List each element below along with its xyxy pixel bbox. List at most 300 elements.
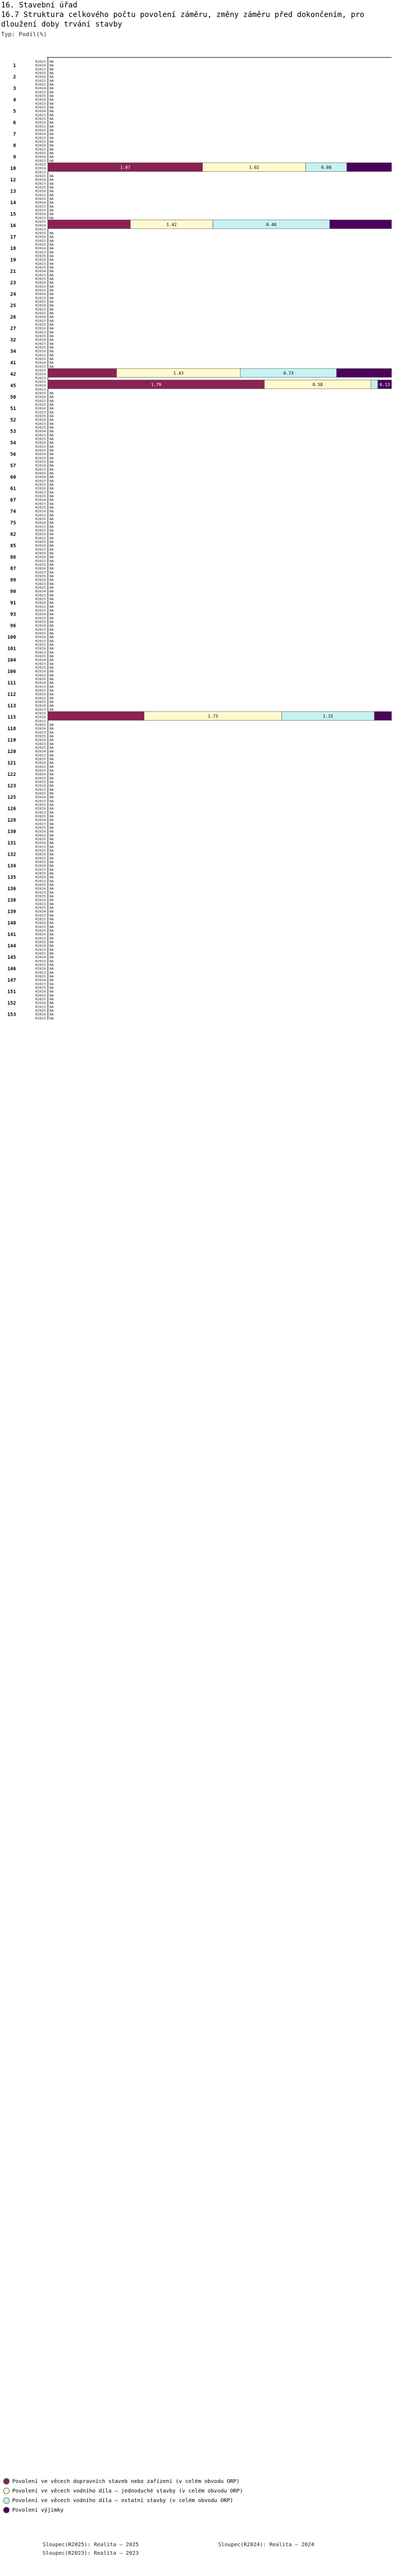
na-label: NA: [49, 150, 54, 155]
na-label: NA: [49, 82, 54, 87]
group-label: 3: [13, 86, 16, 91]
row-label: R2025: [35, 311, 46, 315]
na-label: NA: [49, 597, 54, 601]
row-label: R2024: [35, 543, 46, 548]
na-label: NA: [49, 456, 54, 461]
row-label: R2024: [35, 932, 46, 937]
row-label: R2024: [35, 760, 46, 765]
row-label: R2025: [35, 562, 46, 567]
row-label: R2024: [35, 646, 46, 651]
na-label: NA: [49, 924, 54, 929]
row-label: R2024: [35, 86, 46, 91]
group-label: 126: [7, 806, 16, 812]
row-label: R2024: [35, 829, 46, 834]
na-label: NA: [49, 97, 54, 102]
group-label: 10: [10, 166, 16, 172]
row-label: R2025: [35, 802, 46, 807]
row-label: R2025: [35, 837, 46, 841]
na-label: NA: [49, 536, 54, 540]
group-label: 134: [7, 863, 16, 869]
row-label: R2023: [35, 353, 46, 357]
row-label: R2025: [35, 414, 46, 419]
na-label: NA: [49, 669, 54, 674]
na-label: NA: [49, 200, 54, 205]
na-label: NA: [49, 398, 54, 403]
na-label: NA: [49, 970, 54, 975]
row-label: R2023: [35, 879, 46, 883]
row-label: R2024: [35, 120, 46, 125]
na-label: NA: [49, 482, 54, 487]
row-label: R2025: [35, 882, 46, 887]
legend-label: Povolení výjimky: [12, 2507, 64, 2513]
group-label: 104: [7, 657, 16, 663]
row-label: R2024: [35, 74, 46, 79]
na-label: NA: [49, 193, 54, 197]
na-label: NA: [49, 799, 54, 804]
na-label: NA: [49, 235, 54, 239]
na-label: NA: [49, 543, 54, 548]
row-label: R2023: [35, 947, 46, 952]
row-label: R2024: [35, 200, 46, 205]
na-label: NA: [49, 505, 54, 510]
bar-value-label: 0.08: [321, 165, 331, 170]
row-label: R2023: [35, 158, 46, 163]
row-label: R2023: [35, 319, 46, 323]
row-label: R2023: [35, 844, 46, 849]
row-label: R2023: [35, 913, 46, 918]
na-label: NA: [49, 947, 54, 952]
group-label: 26: [10, 314, 16, 320]
na-label: NA: [49, 825, 54, 830]
bar-segment: [48, 712, 144, 721]
na-label: NA: [49, 921, 54, 925]
bar-value-label: 1.02: [248, 165, 260, 170]
row-label: R2023: [35, 147, 46, 152]
na-label: NA: [49, 71, 54, 76]
row-label: R2024: [35, 783, 46, 788]
row-label: R2025: [35, 848, 46, 853]
group-label: 151: [7, 989, 16, 995]
na-label: NA: [49, 490, 54, 495]
na-label: NA: [49, 764, 54, 769]
row-label: R2023: [35, 799, 46, 804]
row-label: R2023: [35, 261, 46, 266]
na-label: NA: [49, 570, 54, 575]
na-label: NA: [49, 806, 54, 811]
na-label: NA: [49, 105, 54, 110]
row-label: R2024: [35, 898, 46, 902]
row-label: R2024: [35, 806, 46, 811]
na-label: NA: [49, 848, 54, 853]
group-label: 93: [10, 612, 16, 617]
row-label: R2025: [35, 471, 46, 475]
row-label: R2023: [35, 993, 46, 998]
na-label: NA: [49, 353, 54, 357]
row-label: R2025: [35, 688, 46, 693]
row-label: R2025: [35, 254, 46, 258]
row-label: R2024: [35, 257, 46, 262]
na-label: NA: [49, 319, 54, 323]
row-label: R2025: [35, 345, 46, 350]
group-label: 132: [7, 852, 16, 858]
row-label: R2024: [35, 955, 46, 960]
na-label: NA: [49, 726, 54, 731]
row-label: R2024: [35, 109, 46, 114]
na-label: NA: [49, 433, 54, 438]
row-label: R2023: [35, 753, 46, 758]
footer-note-r2025: Sloupec(R2025): Realita – 2025: [43, 2542, 139, 2548]
na-label: NA: [49, 333, 54, 338]
row-label: R2024: [35, 246, 46, 251]
group-label: 23: [10, 280, 16, 286]
na-label: NA: [49, 985, 54, 990]
group-label: 101: [7, 646, 16, 652]
na-label: NA: [49, 566, 54, 571]
na-label: NA: [49, 173, 54, 178]
row-label: R2023: [35, 467, 46, 472]
row-label: R2024: [35, 521, 46, 525]
group-label: 136: [7, 886, 16, 892]
group-label: 139: [7, 909, 16, 915]
na-label: NA: [49, 524, 54, 529]
group-label: 32: [10, 337, 16, 343]
row-label: R2025: [35, 940, 46, 944]
na-label: NA: [49, 974, 54, 978]
group-label: 146: [7, 966, 16, 972]
na-label: NA: [49, 928, 54, 933]
na-label: NA: [49, 509, 54, 514]
row-label: R2023: [35, 193, 46, 197]
na-label: NA: [49, 555, 54, 559]
na-label: NA: [49, 650, 54, 655]
group-label: 61: [10, 486, 16, 492]
row-label: R2025: [35, 791, 46, 796]
group-label: 14: [10, 200, 16, 206]
na-label: NA: [49, 139, 54, 144]
row-label: R2023: [35, 924, 46, 929]
bar-segment: [330, 220, 392, 229]
group-label: 52: [10, 417, 16, 423]
na-label: NA: [49, 429, 54, 434]
na-label: NA: [49, 646, 54, 651]
group-label: 96: [10, 623, 16, 629]
row-label: R2025: [35, 368, 46, 373]
row-label: R2025: [35, 699, 46, 704]
group-label: 67: [10, 497, 16, 503]
footer-note-r2023: Sloupec(R2023): Realita – 2023: [43, 2550, 139, 2556]
na-label: NA: [49, 875, 54, 880]
group-label: 145: [7, 955, 16, 960]
na-label: NA: [49, 356, 54, 361]
na-label: NA: [49, 600, 54, 605]
na-label: NA: [49, 143, 54, 148]
group-label: 51: [10, 406, 16, 412]
row-label: R2024: [35, 155, 46, 160]
na-label: NA: [49, 338, 54, 342]
row-label: R2023: [35, 387, 46, 392]
na-label: NA: [49, 730, 54, 735]
row-label: R2024: [35, 658, 46, 663]
na-label: NA: [49, 859, 54, 864]
row-label: R2024: [35, 395, 46, 399]
bar-value-label: 1.73: [207, 714, 218, 719]
na-label: NA: [49, 623, 54, 628]
na-label: NA: [49, 620, 54, 624]
row-label: R2024: [35, 315, 46, 320]
row-label: R2025: [35, 139, 46, 144]
na-label: NA: [49, 894, 54, 899]
bar-value-label: 0.13: [379, 382, 390, 387]
row-label: R2023: [35, 330, 46, 334]
group-label: 119: [7, 738, 16, 743]
row-label: R2023: [35, 273, 46, 278]
row-label: R2023: [35, 684, 46, 689]
row-label: R2025: [35, 231, 46, 236]
group-label: 85: [10, 543, 16, 549]
row-label: R2024: [35, 189, 46, 194]
row-label: R2024: [35, 623, 46, 628]
na-label: NA: [49, 406, 54, 411]
row-label: R2025: [35, 665, 46, 670]
na-label: NA: [49, 513, 54, 517]
na-label: NA: [49, 692, 54, 697]
group-label: 82: [10, 532, 16, 538]
na-label: NA: [49, 448, 54, 453]
na-label: NA: [49, 86, 54, 91]
row-label: R2023: [35, 479, 46, 483]
row-label: R2025: [35, 448, 46, 453]
na-label: NA: [49, 608, 54, 613]
na-label: NA: [49, 791, 54, 796]
row-label: R2024: [35, 875, 46, 880]
row-label: R2023: [35, 718, 46, 723]
row-label: R2023: [35, 250, 46, 255]
row-label: R2025: [35, 391, 46, 396]
na-label: NA: [49, 181, 54, 186]
group-label: 45: [10, 383, 16, 389]
row-label: R2023: [35, 124, 46, 129]
row-label: R2024: [35, 97, 46, 102]
row-label: R2024: [35, 1012, 46, 1017]
na-label: NA: [49, 578, 54, 582]
na-label: NA: [49, 787, 54, 792]
row-label: R2024: [35, 589, 46, 594]
row-label: R2025: [35, 711, 46, 716]
row-label: R2025: [35, 917, 46, 922]
row-label: R2024: [35, 178, 46, 182]
row-label: R2025: [35, 94, 46, 98]
na-label: NA: [49, 886, 54, 891]
na-label: NA: [49, 581, 54, 586]
row-label: R2025: [35, 196, 46, 201]
bar-value-label: 1.07: [120, 165, 130, 170]
row-label: R2025: [35, 871, 46, 876]
row-label: R2025: [35, 105, 46, 110]
legend-label: Povolení ve věcech vodního díla — ostatní stavby (v celém obvodu ORP): [12, 2497, 234, 2504]
na-label: NA: [49, 574, 54, 579]
row-label: R2024: [35, 486, 46, 491]
row-label: R2023: [35, 787, 46, 792]
na-label: NA: [49, 273, 54, 278]
group-label: 144: [7, 943, 16, 949]
na-label: NA: [49, 673, 54, 678]
row-label: R2025: [35, 128, 46, 132]
row-label: R2025: [35, 242, 46, 247]
group-label: 6: [13, 120, 16, 126]
row-label: R2025: [35, 825, 46, 830]
row-label: R2024: [35, 864, 46, 868]
row-label: R2023: [35, 536, 46, 540]
row-label: R2025: [35, 333, 46, 338]
row-label: R2024: [35, 452, 46, 457]
row-label: R2024: [35, 943, 46, 948]
na-label: NA: [49, 315, 54, 320]
na-label: NA: [49, 147, 54, 152]
group-label: 121: [7, 760, 16, 766]
row-label: R2023: [35, 776, 46, 781]
row-label: R2024: [35, 143, 46, 148]
bar-value-label: 1.42: [166, 222, 177, 227]
na-label: NA: [49, 757, 54, 762]
na-label: NA: [49, 639, 54, 643]
group-label: 112: [7, 692, 16, 698]
na-label: NA: [49, 753, 54, 758]
na-label: NA: [49, 311, 54, 315]
na-label: NA: [49, 890, 54, 895]
legend-label: Povolení ve věcech vodního díla — jednoduché stavby (v celém obvodu ORP): [12, 2488, 243, 2494]
na-label: NA: [49, 414, 54, 419]
row-label: R2023: [35, 810, 46, 815]
na-label: NA: [49, 882, 54, 887]
na-label: NA: [49, 905, 54, 910]
row-label: R2025: [35, 814, 46, 818]
na-label: NA: [49, 1008, 54, 1013]
bar-value-label: 0.73: [283, 371, 294, 376]
row-label: R2025: [35, 608, 46, 613]
row-label: R2024: [35, 349, 46, 354]
row-label: R2024: [35, 692, 46, 697]
group-label: 147: [7, 977, 16, 983]
na-label: NA: [49, 158, 54, 163]
na-label: NA: [49, 963, 54, 967]
row-label: R2024: [35, 704, 46, 708]
legend-swatch: [3, 2478, 10, 2485]
row-label: R2025: [35, 585, 46, 590]
row-label: R2023: [35, 421, 46, 426]
group-label: 50: [10, 395, 16, 400]
row-label: R2024: [35, 966, 46, 971]
row-label: R2025: [35, 277, 46, 281]
na-label: NA: [49, 688, 54, 693]
na-label: NA: [49, 425, 54, 430]
row-label: R2025: [35, 505, 46, 510]
row-label: R2025: [35, 654, 46, 658]
row-label: R2025: [35, 82, 46, 87]
group-label: 34: [10, 349, 16, 355]
na-label: NA: [49, 989, 54, 994]
row-label: R2025: [35, 494, 46, 498]
bar-segment: [48, 369, 117, 378]
row-label: R2025: [35, 539, 46, 544]
row-label: R2025: [35, 459, 46, 464]
group-label: 90: [10, 589, 16, 595]
na-label: NA: [49, 814, 54, 818]
row-label: R2025: [35, 150, 46, 155]
na-label: NA: [49, 745, 54, 750]
row-label: R2024: [35, 326, 46, 331]
na-label: NA: [49, 391, 54, 396]
group-label: 25: [10, 303, 16, 309]
na-label: NA: [49, 269, 54, 274]
na-label: NA: [49, 78, 54, 83]
group-label: 27: [10, 326, 16, 332]
row-label: R2024: [35, 532, 46, 537]
group-label: 56: [10, 451, 16, 457]
row-label: R2024: [35, 726, 46, 731]
row-label: R2023: [35, 662, 46, 666]
na-label: NA: [49, 681, 54, 685]
na-label: NA: [49, 120, 54, 125]
row-label: R2023: [35, 181, 46, 186]
na-label: NA: [49, 760, 54, 765]
na-label: NA: [49, 658, 54, 663]
row-label: R2025: [35, 745, 46, 750]
row-label: R2023: [35, 524, 46, 529]
na-label: NA: [49, 113, 54, 118]
row-label: R2025: [35, 528, 46, 533]
group-label: 15: [10, 212, 16, 218]
na-label: NA: [49, 722, 54, 727]
na-label: NA: [49, 395, 54, 399]
row-label: R2025: [35, 482, 46, 487]
row-label: R2023: [35, 78, 46, 83]
na-label: NA: [49, 589, 54, 594]
na-label: NA: [49, 734, 54, 739]
row-label: R2024: [35, 635, 46, 640]
row-label: R2023: [35, 433, 46, 438]
row-label: R2024: [35, 795, 46, 800]
row-label: R2025: [35, 963, 46, 967]
legend-label: Povolení ve věcech dopravních staveb nebo zařízení (v celém obvodu ORP): [12, 2478, 240, 2485]
row-label: R2025: [35, 379, 46, 384]
na-label: NA: [49, 292, 54, 297]
bar-value-label: 0.58: [312, 382, 323, 387]
row-label: R2025: [35, 676, 46, 681]
row-label: R2023: [35, 204, 46, 209]
na-label: NA: [49, 539, 54, 544]
na-label: NA: [49, 616, 54, 621]
na-label: NA: [49, 254, 54, 258]
group-label: 18: [10, 246, 16, 252]
bar-segment: [337, 369, 392, 378]
na-label: NA: [49, 155, 54, 160]
group-label: 125: [7, 794, 16, 800]
na-label: NA: [49, 212, 54, 216]
group-label: 111: [7, 680, 16, 686]
na-label: NA: [49, 67, 54, 72]
na-label: NA: [49, 867, 54, 872]
group-label: 86: [10, 555, 16, 561]
na-label: NA: [49, 707, 54, 712]
na-label: NA: [49, 1001, 54, 1006]
na-label: NA: [49, 604, 54, 609]
row-label: R2023: [35, 456, 46, 461]
chart-subtitle: 16.7 Struktura celkového počtu povolení záměru, změny záměru před dokončením, pro: [1, 11, 364, 19]
row-label: R2024: [35, 361, 46, 365]
row-label: R2023: [35, 101, 46, 106]
row-label: R2023: [35, 741, 46, 746]
na-label: NA: [49, 913, 54, 918]
